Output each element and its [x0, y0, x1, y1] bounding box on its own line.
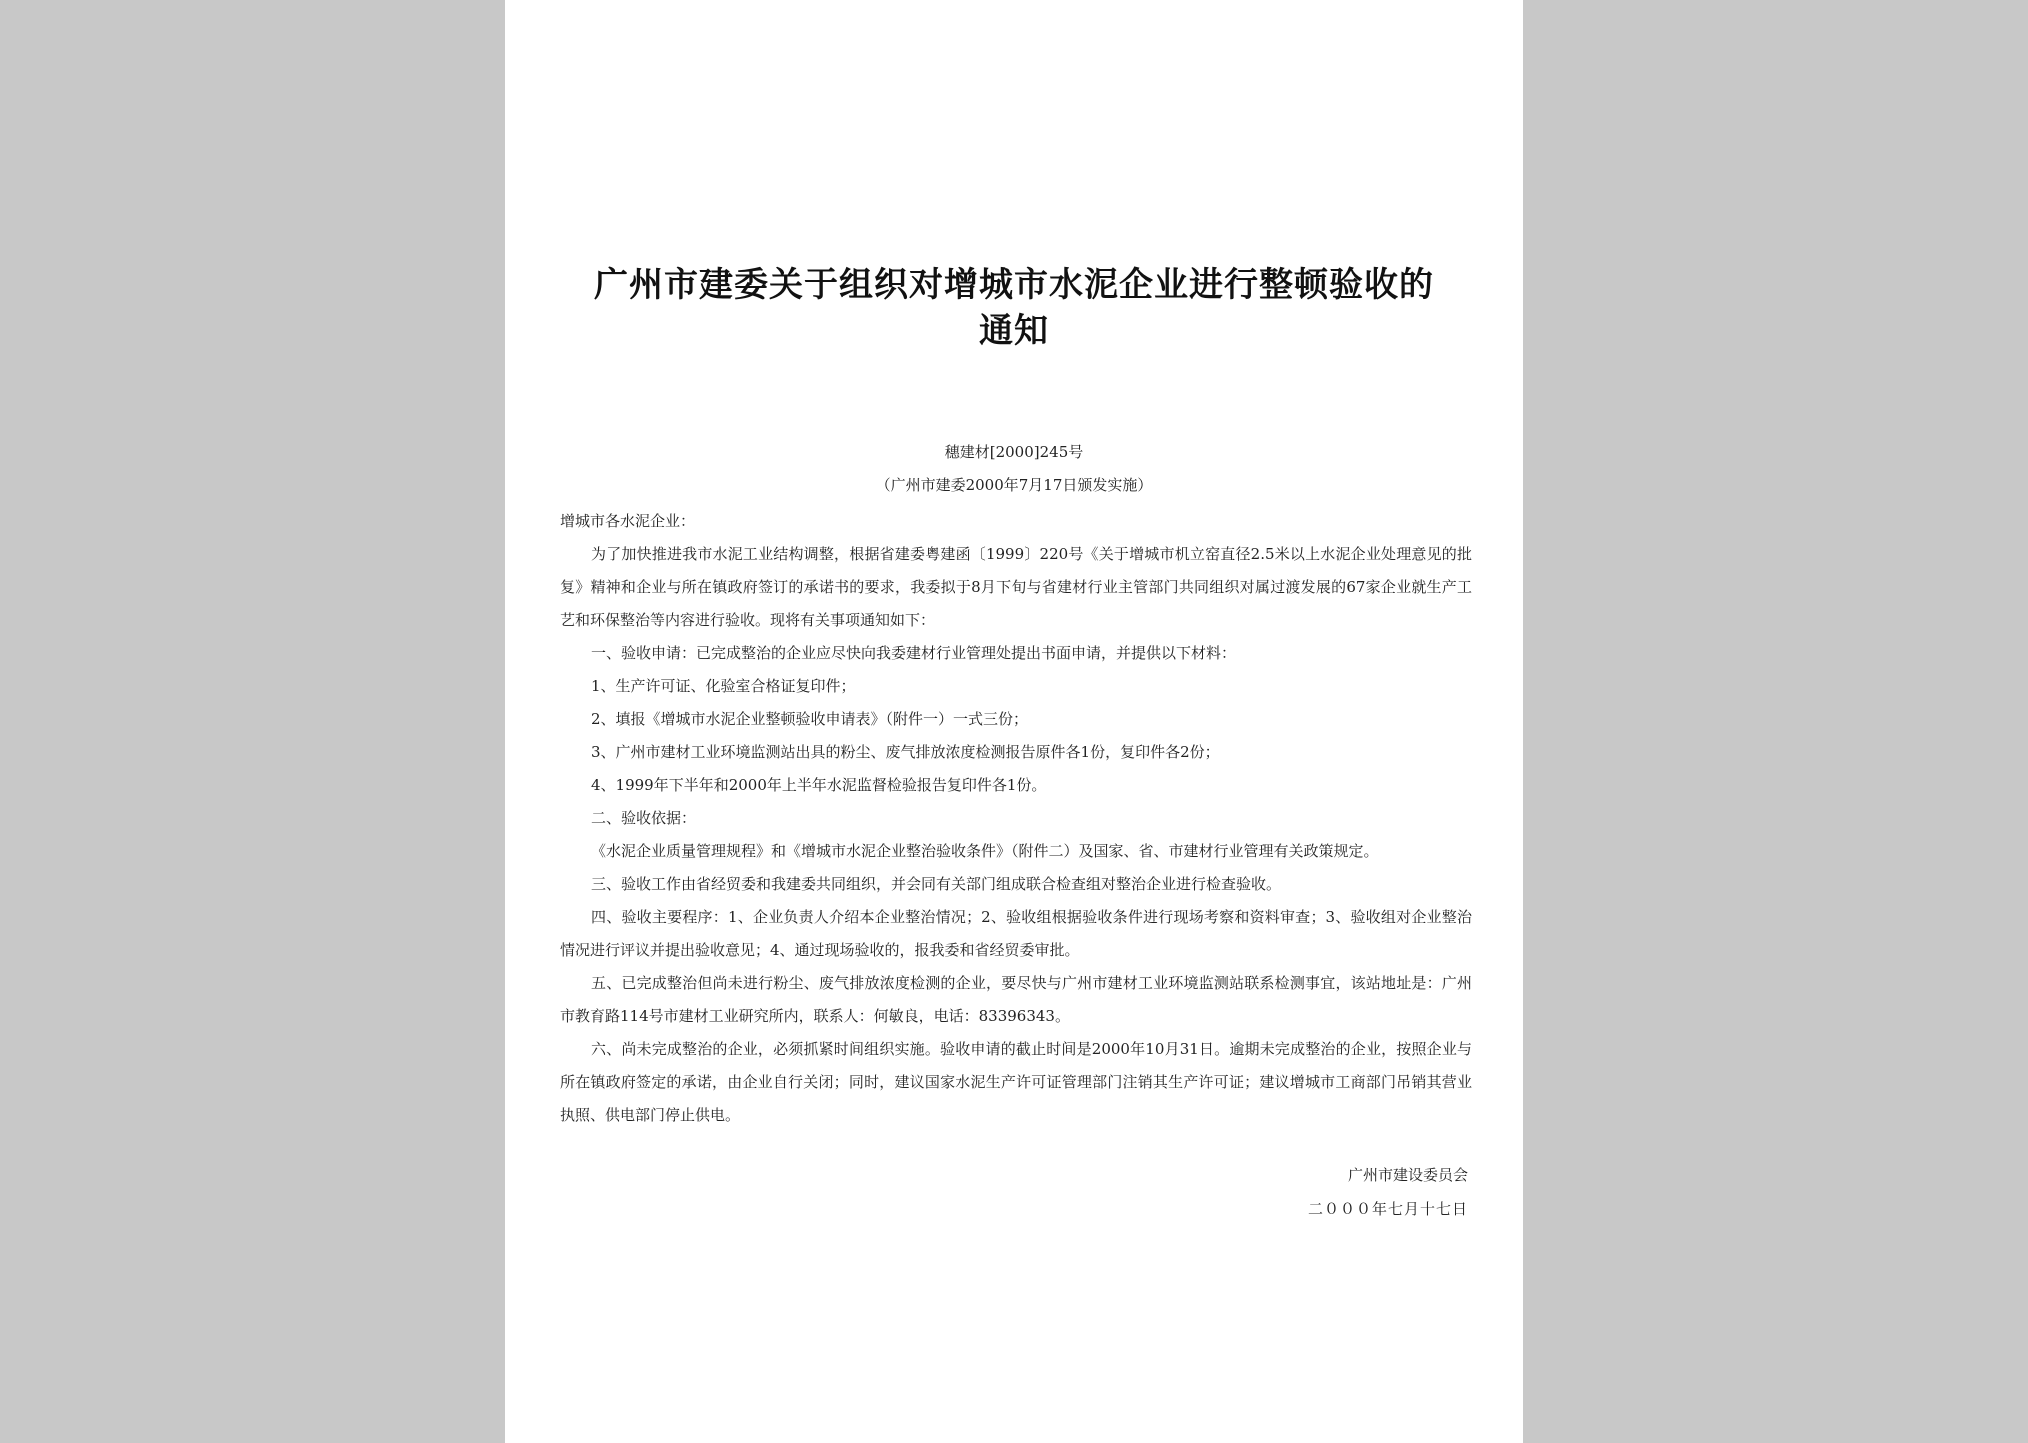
document-title [545, 262, 1483, 354]
title-line-1: 广州市建委关于组织对增城市水泥企业进行整顿验收的 [594, 265, 1434, 305]
paragraph-section-6: 六、尚未完成整治的企业，必须抓紧时间组织实施。验收申请的截止时间是2000年10月31日。逾期未完成整治的企业，按照企业与所在镇政府签定的承诺，由企业自行关闭；同时，建议国家水泥生产许可证管理部门注销其生产许可证；建议增城市工商部门吊销其营业执照、供电部门停止供电。 [560, 1040, 1472, 1124]
paragraph-section-3: 三、验收工作由省经贸委和我建委共同组织，并会同有关部门组成联合检查组对整治企业进行检查验收。 [591, 875, 1282, 893]
paragraph-item-4: 4、1999年下半年和2000年上半年水泥监督检验报告复印件各1份。 [591, 776, 1047, 794]
document-body [560, 505, 1472, 1132]
paragraph-section-4: 四、验收主要程序：1、企业负责人介绍本企业整治情况；2、验收组根据验收条件进行现场考察和资料审查；3、验收组对企业整治情况进行评议并提出验收意见；4、通过现场验收的，报我委和省经贸委审批。 [560, 908, 1472, 959]
document-number: 穗建材[2000]245号 [944, 443, 1084, 461]
paragraph-section-2: 二、验收依据： [591, 809, 697, 827]
paragraph-basis: 《水泥企业质量管理规程》和《增城市水泥企业整治验收条件》（附件二）及国家、省、市建材行业管理有关政策规定。 [591, 842, 1379, 860]
paragraph-intro: 为了加快推进我市水泥工业结构调整，根据省建委粤建函〔1999〕220号《关于增城市机立窑直径2.5米以上水泥企业处理意见的批复》精神和企业与所在镇政府签订的承诺书的要求，我委拟于8月下旬与省建材行业主管部门共同组织对属过渡发展的67家企业就生产工艺和环保整治等内容进行验收。现将有关事项通知如下： [560, 545, 1472, 629]
title-line-2: 通知 [979, 311, 1049, 351]
paragraph-item-2: 2、填报《增城市水泥企业整顿验收申请表》（附件一）一式三份； [591, 710, 1029, 728]
signature-date: 二０００年七月十七日 [1307, 1200, 1468, 1218]
salutation: 增城市各水泥企业： [560, 512, 696, 530]
signature-organization: 广州市建设委员会 [1347, 1166, 1468, 1184]
paragraph-item-1: 1、生产许可证、化验室合格证复印件； [591, 677, 856, 695]
paragraph-section-1: 一、验收申请：已完成整治的企业应尽快向我委建材行业管理处提出书面申请，并提供以下材料： [591, 644, 1237, 662]
document-page [505, 0, 1523, 1443]
paragraph-item-3: 3、广州市建材工业环境监测站出具的粉尘、废气排放浓度检测报告原件各1份，复印件各2份； [591, 743, 1220, 761]
issue-note: （广州市建委2000年7月17日颁发实施） [875, 476, 1153, 494]
paragraph-section-5: 五、已完成整治但尚未进行粉尘、废气排放浓度检测的企业，要尽快与广州市建材工业环境监测站联系检测事宜，该站地址是：广州市教育路114号市建材工业研究所内，联系人：何敏良，电话：83396343。 [560, 974, 1472, 1025]
